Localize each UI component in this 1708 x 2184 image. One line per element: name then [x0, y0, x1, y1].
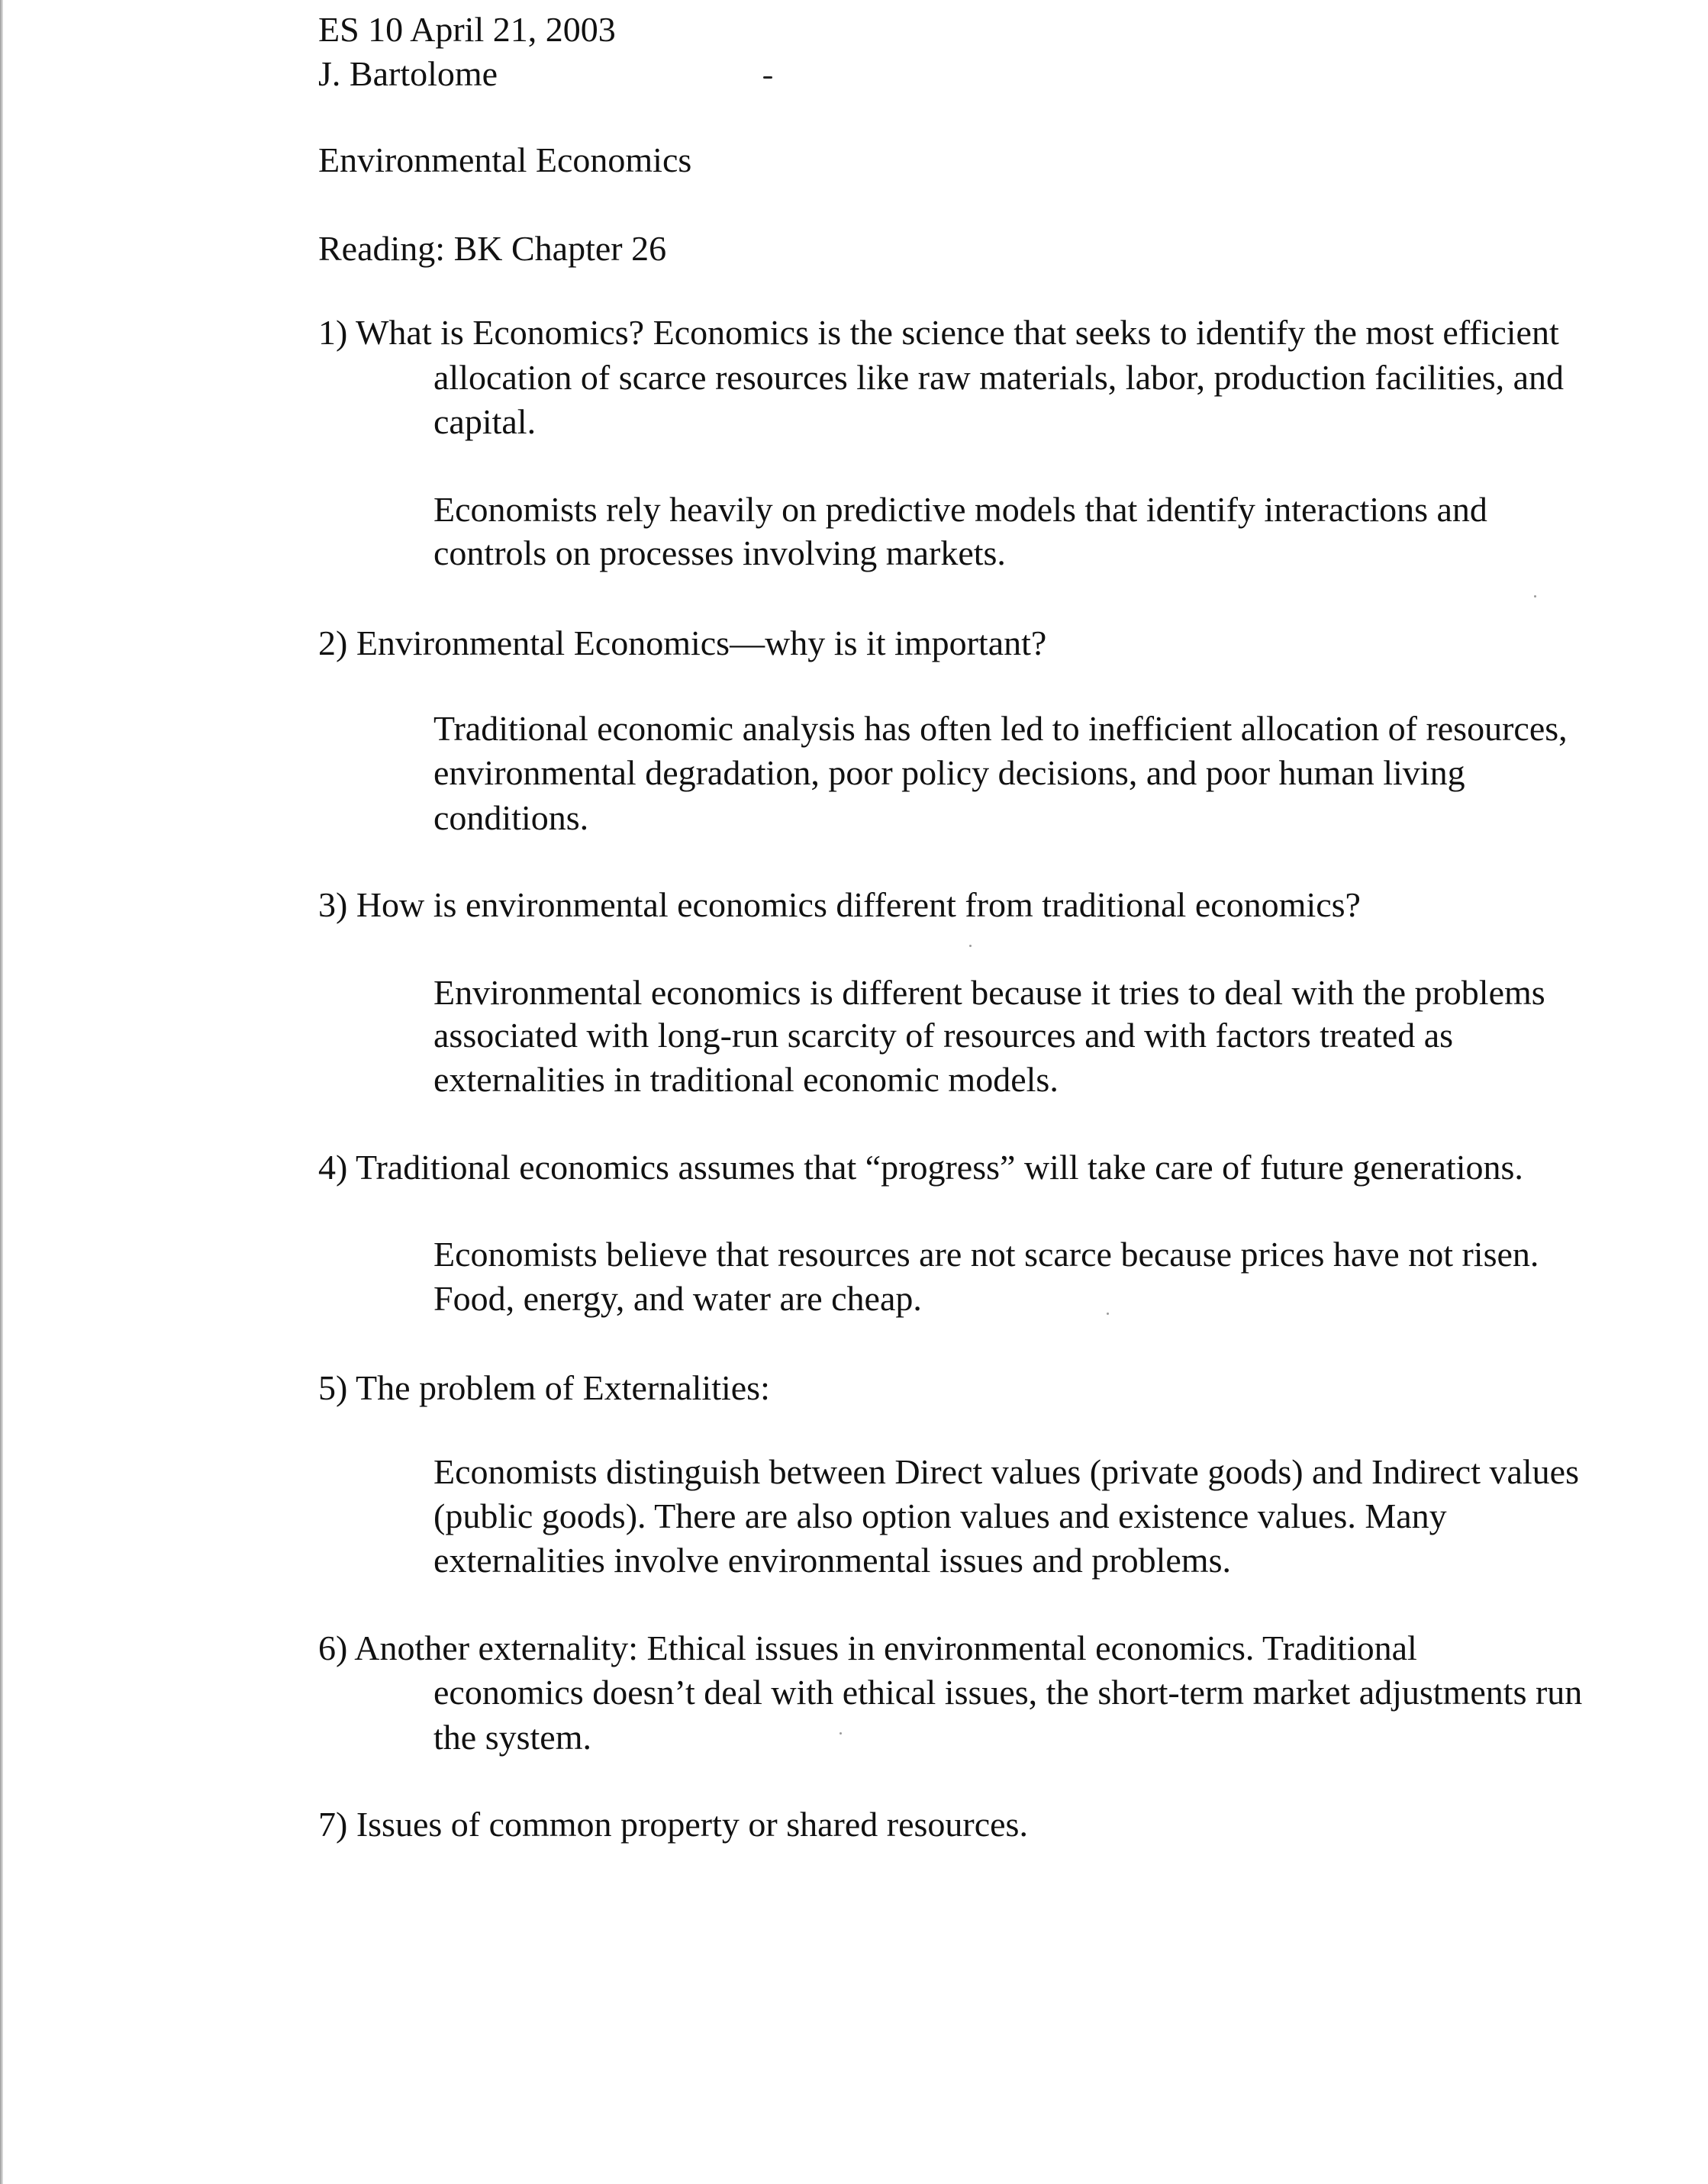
reading-line: Reading: BK Chapter 26 [318, 229, 667, 268]
item-4-body-1: Economists believe that resources are not scarce because prices have not risen. [433, 1235, 1539, 1274]
item-3-body-3: externalities in traditional economic models. [433, 1060, 1059, 1099]
scan-edge [0, 0, 3, 2184]
item-7-line-1: 7) Issues of common property or shared resources. [318, 1805, 1028, 1844]
item-1-body-2: controls on processes involving markets. [433, 533, 1006, 572]
item-6-line-2: economics doesn’t deal with ethical issues, the short-term market adjustments run [433, 1673, 1583, 1712]
item-5-line-1: 5) The problem of Externalities: [318, 1368, 770, 1407]
item-4-line-1: 4) Traditional economics assumes that “progress” will take care of future generations. [318, 1148, 1523, 1187]
item-5-body-2: (public goods). There are also option values and existence values. Many [433, 1496, 1447, 1535]
item-4-body-2: Food, energy, and water are cheap. [433, 1279, 922, 1318]
item-6-line-3: the system. [433, 1718, 591, 1757]
item-1-line-1: 1) What is Economics? Economics is the science that seeks to identify the most efficient [318, 313, 1559, 352]
stray-mark [763, 76, 772, 79]
item-3-body-2: associated with long-run scarcity of resources and with factors treated as [433, 1016, 1454, 1055]
item-3-body-1: Environmental economics is different because it tries to deal with the problems [433, 973, 1545, 1012]
speck [969, 945, 972, 947]
item-2-body-1: Traditional economic analysis has often led to inefficient allocation of resources, [433, 709, 1568, 748]
item-2-line-1: 2) Environmental Economics—why is it important? [318, 623, 1047, 662]
speck [839, 1732, 842, 1735]
item-6-line-1: 6) Another externality: Ethical issues in environmental economics. Traditional [318, 1628, 1417, 1667]
document-title: Environmental Economics [318, 140, 692, 179]
speck [1107, 1313, 1109, 1315]
item-5-body-1: Economists distinguish between Direct values (private goods) and Indirect values [433, 1452, 1579, 1491]
course-date-line: ES 10 April 21, 2003 [318, 10, 616, 49]
item-3-line-1: 3) How is environmental economics different from traditional economics? [318, 885, 1361, 924]
author-line: J. Bartolome [318, 54, 498, 93]
speck [1534, 595, 1536, 598]
item-1-line-3: capital. [433, 402, 537, 441]
item-1-line-2: allocation of scarce resources like raw materials, labor, production facilities, and [433, 358, 1565, 397]
item-2-body-2: environmental degradation, poor policy decisions, and poor human living [433, 753, 1465, 792]
item-5-body-3: externalities involve environmental issues and problems. [433, 1541, 1231, 1580]
item-2-body-3: conditions. [433, 798, 589, 837]
item-1-body-1: Economists rely heavily on predictive models that identify interactions and [433, 490, 1487, 529]
